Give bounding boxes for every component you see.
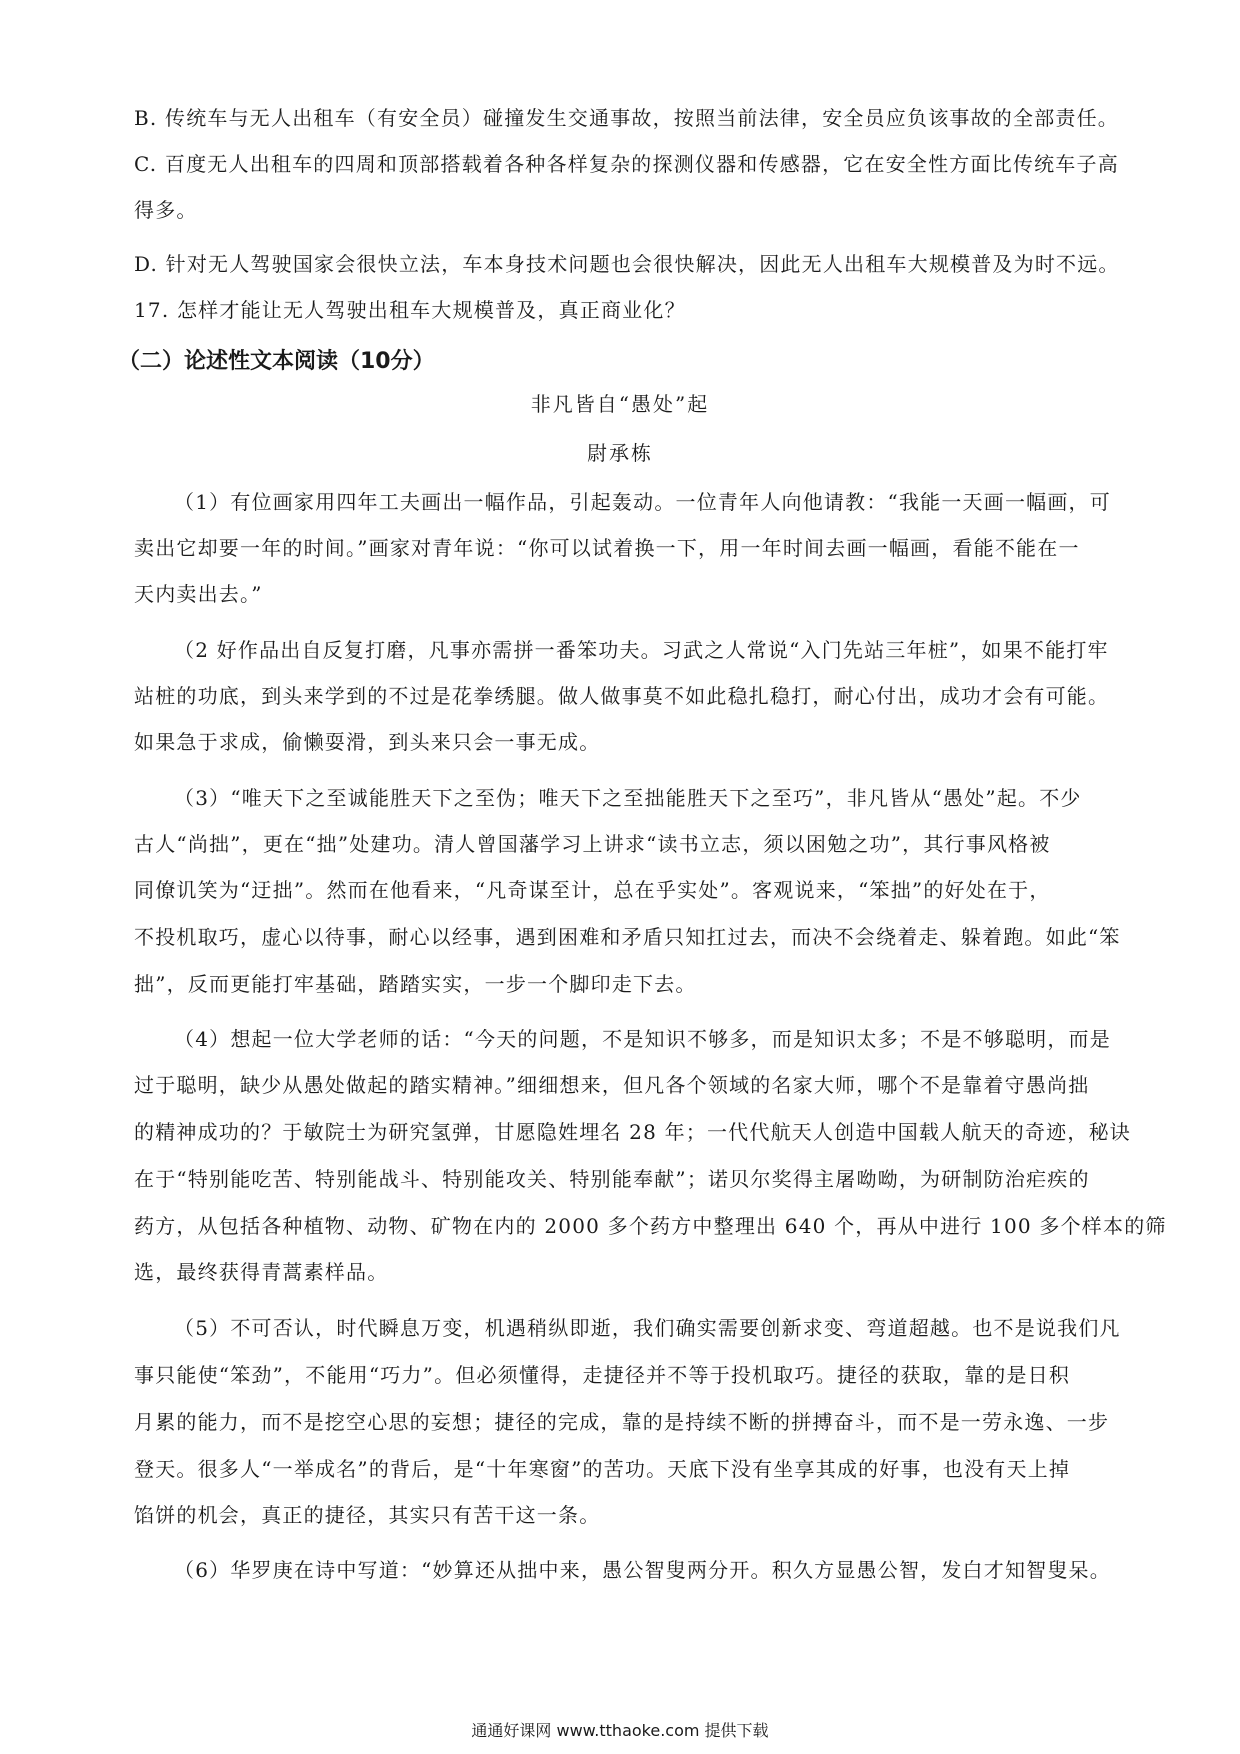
option-c-continued: 得多。 (134, 198, 198, 222)
article-title: 非凡皆自“愚处”起 (530, 392, 710, 416)
paragraph-5-line: 月累的能力，而不是挖空心思的妄想；捷径的完成，靠的是持续不断的拼搏奋斗，而不是一劳永逸、一步 (134, 1410, 1110, 1434)
paragraph-1-line: （1）有位画家用四年工夫画出一幅作品，引起轰动。一位青年人向他请教：“我能一天画一幅画，可 (174, 490, 1111, 514)
paragraph-3-line: 不投机取巧，虚心以待事，耐心以经事，遇到困难和矛盾只知扛过去，而决不会绕着走、躲着跑。如此“笨 (134, 925, 1121, 949)
article-author: 尉承栋 (587, 441, 653, 465)
paragraph-5-line: 事只能使“笨劲”，不能用“巧力”。但必须懂得，走捷径并不等于投机取巧。捷径的获取，靠的是日积 (134, 1363, 1071, 1387)
paragraph-4-line: 药方，从包括各种植物、动物、矿物在内的 2000 多个药方中整理出 640 个，再从中进行 100 多个样本的筛 (134, 1214, 1167, 1238)
paragraph-2-line: 站桩的功底，到头来学到的不过是花拳绣腿。做人做事莫不如此稳扎稳打，耐心付出，成功才会有可能。 (134, 684, 1110, 708)
paragraph-4-line: 选，最终获得青蒿素样品。 (134, 1260, 389, 1284)
footer-watermark: 通通好课网 www.tthaoke.com 提供下载 (471, 1721, 769, 1740)
paragraph-3-line: （3）“唯天下之至诚能胜天下之至伪；唯天下之至拙能胜天下之至巧”，非凡皆从“愚处”起。不少 (174, 786, 1082, 810)
paragraph-3-line: 拙”，反而更能打牢基础，踏踏实实，一步一个脚印走下去。 (134, 972, 697, 996)
option-c: C. 百度无人出租车的四周和顶部搭载着各种各样复杂的探测仪器和传感器，它在安全性方面比传统车子高 (134, 152, 1119, 176)
paragraph-5-line: 馅饼的机会，真正的捷径，其实只有苦干这一条。 (134, 1503, 601, 1527)
paragraph-2-line: （2 好作品出自反复打磨，凡事亦需拼一番笨功夫。习武之人常说“入门先站三年桩”，如果不能打牢 (174, 638, 1109, 662)
paragraph-5-line: 登天。很多人“一举成名”的背后，是“十年寒窗”的苦功。天底下没有坐享其成的好事，也没有天上掉 (134, 1457, 1071, 1481)
paragraph-3-line: 同僚讥笑为“迂拙”。然而在他看来，“凡奇谋至计，总在乎实处”。客观说来，“笨拙”的好处在于， (134, 878, 1051, 902)
paragraph-1-line: 卖出它却要一年的时间。”画家对青年说：“你可以试着换一下，用一年时间去画一幅画，看能不能在一 (134, 536, 1080, 560)
paragraph-6-line: （6）华罗庚在诗中写道：“妙算还从拙中来，愚公智叟两分开。积久方显愚公智，发白才知智叟呆。 (174, 1558, 1111, 1582)
section-heading: （二）论述性文本阅读（10分） (118, 349, 435, 374)
paragraph-4-line: 过于聪明，缺少从愚处做起的踏实精神。”细细想来，但凡各个领域的名家大师，哪个不是靠着守愚尚拙 (134, 1073, 1090, 1097)
paragraph-5-line: （5）不可否认，时代瞬息万变，机遇稍纵即逝，我们确实需要创新求变、弯道超越。也不是说我们凡 (174, 1316, 1121, 1340)
option-d: D. 针对无人驾驶国家会很快立法，车本身技术问题也会很快解决，因此无人出租车大规模普及为时不远。 (134, 252, 1120, 276)
option-b: B. 传统车与无人出租车（有安全员）碰撞发生交通事故，按照当前法律，安全员应负该事故的全部责任。 (134, 106, 1120, 130)
question-17: 17. 怎样才能让无人驾驶出租车大规模普及，真正商业化？ (134, 298, 686, 322)
paragraph-2-line: 如果急于求成，偷懒耍滑，到头来只会一事无成。 (134, 730, 601, 754)
paragraph-3-line: 古人“尚拙”，更在“拙”处建功。清人曾国藩学习上讲求“读书立志，须以困勉之功”，其行事风格被 (134, 832, 1051, 856)
paragraph-4-line: 的精神成功的？于敏院士为研究氢弹，甘愿隐姓埋名 28 年；一代代航天人创造中国载人航天的奇迹，秘诀 (134, 1120, 1131, 1144)
paragraph-1-line: 天内卖出去。” (134, 582, 263, 606)
paragraph-4-line: （4）想起一位大学老师的话：“今天的问题，不是知识不够多，而是知识太多；不是不够聪明，而是 (174, 1027, 1111, 1051)
paragraph-4-line: 在于“特别能吃苦、特别能战斗、特别能攻关、特别能奉献”；诺贝尔奖得主屠呦呦，为研制防治疟疾的 (134, 1167, 1090, 1191)
